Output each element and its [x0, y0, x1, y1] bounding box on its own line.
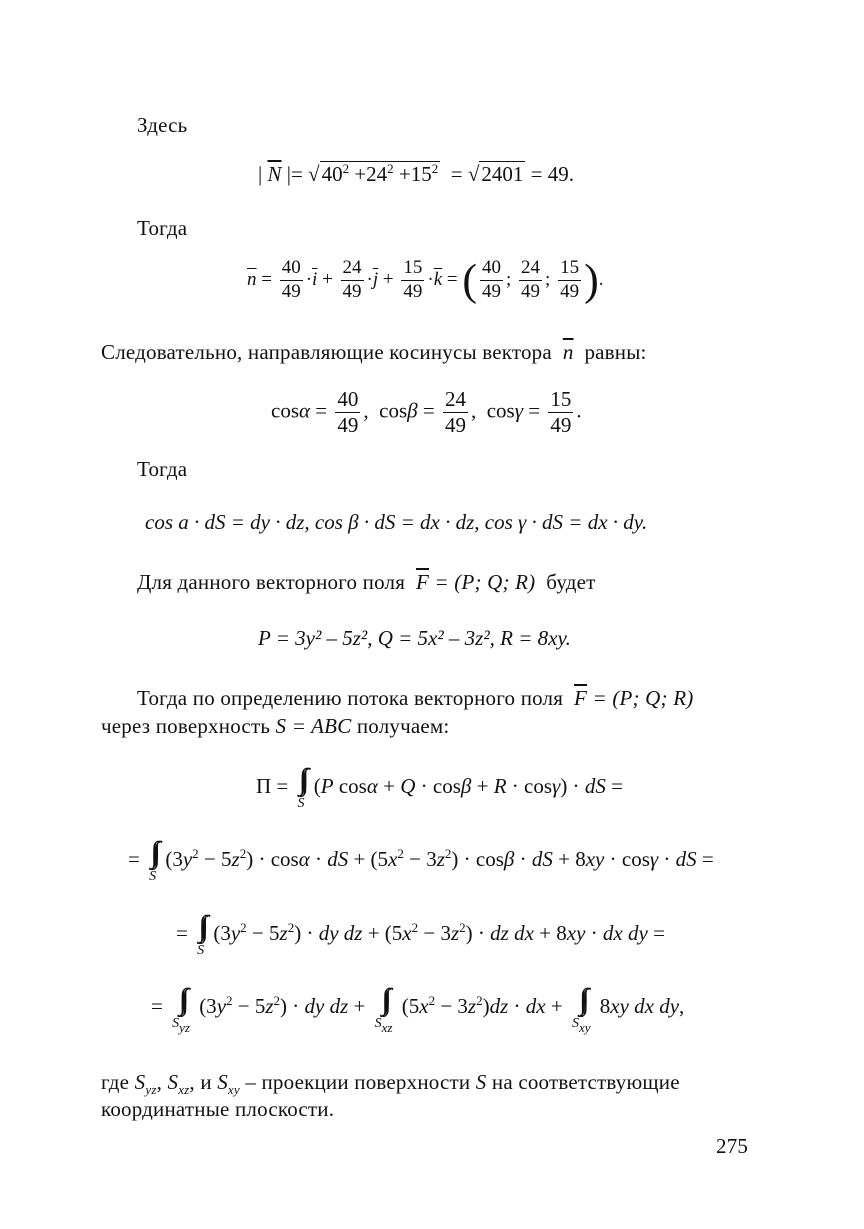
- text-through-label: через поверхность: [101, 714, 271, 738]
- formula-direction-cosines: cosα = $\frac{40}{49}$ , cosβ = $\frac{24}{49}$ , cosγ = $\frac{15}{49}$ .: [271, 387, 582, 438]
- text-equal-label: равны:: [584, 340, 647, 364]
- text-then-2: Тогда: [137, 457, 188, 481]
- formula-flux-line-4: = ∫∫ $S_{yz}$ $(3y^2 - 5z^2)$ · dy dz + ∫∫ $S_{xz}$ $(5x^2 - 3z^2)dz$ · dx + ∫∫ $S_{xy}$ 8xy dx dy,: [151, 983, 685, 1035]
- text-where: где $S_{yz}$, $S_{xz}$, и $S_{xy}$ – проекции поверхности S на соответствующие: [101, 1070, 680, 1097]
- formula-pqr: P = 3y² – 5z², Q = 5x² – 3z², R = 8xy.: [258, 626, 571, 650]
- formula-flux-line-1: Π = ∫∫ S (P cosα + Q · cosβ + R · cosγ) · dS =: [256, 763, 623, 811]
- text-then-def: Тогда по определению потока векторного поля $\overline{F} = (P$; Q; R): [137, 686, 694, 710]
- formula-norm: | $\overline{N}$ |= $√40^2 +24^2 +15^2 = √2401 = 49$.: [258, 161, 574, 186]
- text-surface-name: S = ABC: [275, 714, 352, 738]
- text-consequently: Следовательно, направляющие косинусы вектора $\overline{n}$ равны:: [101, 340, 647, 364]
- page-number: 275: [716, 1134, 749, 1158]
- text-where-label: где: [101, 1070, 130, 1094]
- formula-flux-line-2: = ∫∫ S $(3y^2 - 5z^2) \cdot \cos\alpha$ · dS + $(5x^2 - 3z^2) \cdot \cos\beta$ · dS + 8xy · cosγ · dS =: [128, 836, 714, 884]
- formula-unit-vector: $\overline{n}$ = $\frac{40}{49}$ $\cdot\overline{i}$ + $\frac{24}{49}$ $\cdot\overline{j}$ + $\frac{15}{49}$ $\cdot\overline{k}$ = ( $\frac{40}{49}$ ; $\frac{24}{49}$ ; $\frac{15}{49}$ ).: [247, 255, 604, 305]
- text-through-surface: [101, 714, 449, 739]
- text-coord-planes: координатные плоскости.: [101, 1097, 335, 1121]
- text-then-def-label: Тогда по определению потока векторного поля: [137, 686, 564, 710]
- text-will-be-label: будет: [546, 570, 596, 594]
- text-here: Здесь: [137, 113, 188, 137]
- text-consequently-label: Следовательно, направляющие косинусы вектора: [101, 340, 552, 364]
- text-on-corresponding-label: на соответствующие: [491, 1070, 680, 1094]
- formula-flux-line-3: = ∫∫ S $(3y^2 - 5z^2)$ · dy dz + $(5x^2 - 3z^2)$ · dz dx + 8xy · dx dy =: [176, 910, 665, 958]
- text-for-field-label: Для данного векторного поля: [137, 570, 406, 594]
- text-projections-label: – проекции поверхности: [245, 1070, 471, 1094]
- text-for-field: Для данного векторного поля $\overline{F} = (P$; Q; R) будет: [137, 570, 596, 594]
- formula-cos-ds: cos a · dS = dy · dz, cos β · dS = dx · dz, cos γ · dS = dx · dy.: [145, 510, 648, 534]
- text-then-1: Тогда: [137, 216, 188, 240]
- text-obtain-label: получаем:: [356, 714, 450, 738]
